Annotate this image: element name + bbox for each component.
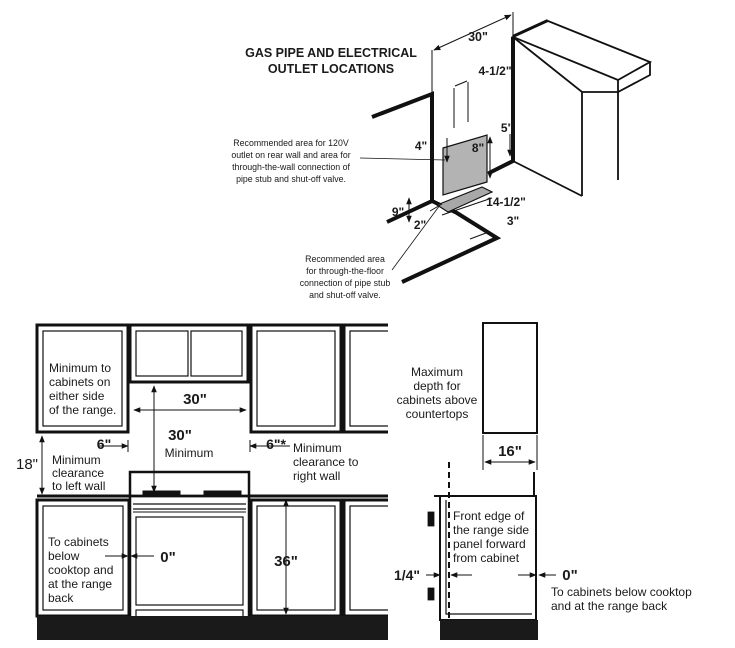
note-left-wall — [52, 453, 105, 493]
svg-text:panel forward: panel forward — [453, 537, 526, 551]
svg-text:clearance to: clearance to — [293, 455, 359, 469]
svg-text:To cabinets below cooktop: To cabinets below cooktop — [551, 585, 692, 599]
svg-text:connection of pipe stub: connection of pipe stub — [299, 278, 391, 288]
svg-text:to left wall: to left wall — [52, 479, 106, 493]
svg-text:Minimum: Minimum — [293, 441, 342, 455]
note-right-wall — [293, 441, 359, 483]
range-front — [130, 472, 249, 630]
dim-36: 36" — [274, 553, 298, 570]
note-rear-wall — [231, 138, 350, 184]
dim-2: 2" — [413, 218, 427, 232]
side-view — [394, 323, 692, 640]
dim-5: 5" — [500, 121, 514, 135]
note-min-cabinets — [49, 361, 116, 417]
dim-9: 9" — [391, 205, 405, 219]
dim-30-upper: 30" — [183, 391, 207, 408]
note-floor — [300, 254, 391, 300]
dim-4: 4" — [414, 139, 428, 153]
svg-text:Front edge of: Front edge of — [453, 509, 525, 523]
svg-text:through-the-wall connection of: through-the-wall connection of — [232, 162, 350, 172]
note-below-cooktop-front — [48, 535, 113, 605]
dim-8: 8" — [471, 141, 485, 155]
dim-30-top: 30" — [468, 30, 488, 44]
svg-text:cabinets above: cabinets above — [396, 393, 478, 407]
svg-text:of the range.: of the range. — [49, 403, 117, 417]
svg-text:at the range: at the range — [48, 577, 113, 591]
svg-text:countertops: countertops — [405, 407, 469, 421]
svg-text:right wall: right wall — [293, 469, 341, 483]
dim-4-1-2: 4-1/2" — [478, 64, 512, 78]
dim-14-1-2: 14-1/2" — [486, 195, 526, 209]
svg-text:Minimum to: Minimum to — [49, 361, 112, 375]
note-front-edge — [453, 509, 529, 565]
dim-16: 16" — [498, 443, 522, 460]
svg-text:for through-the-floor: for through-the-floor — [306, 266, 384, 276]
dim-6-right: 6"* — [266, 436, 286, 452]
top-cabinet — [513, 21, 650, 196]
top-title-line2: OUTLET LOCATIONS — [267, 62, 395, 76]
front-view — [16, 325, 388, 640]
svg-text:and shut-off valve.: and shut-off valve. — [309, 290, 381, 300]
top-title-line1: GAS PIPE AND ELECTRICAL — [245, 46, 417, 60]
svg-text:Minimum: Minimum — [52, 453, 101, 467]
svg-text:Maximum: Maximum — [410, 365, 464, 379]
dim-6-left: 6" — [96, 436, 112, 452]
dim-0-side: 0" — [562, 567, 578, 584]
svg-text:outlet on rear wall and area f: outlet on rear wall and area for — [231, 150, 351, 160]
svg-text:Recommended area for 120V: Recommended area for 120V — [233, 138, 349, 148]
dim-30-minimum: 30" — [168, 427, 192, 444]
svg-text:from cabinet: from cabinet — [453, 551, 520, 565]
note-max-depth — [397, 365, 478, 421]
floor-front — [37, 616, 388, 640]
dim-0-front: 0" — [160, 549, 176, 566]
dim-18: 18" — [16, 456, 39, 473]
svg-text:either side: either side — [49, 389, 105, 403]
svg-text:cooktop and: cooktop and — [48, 563, 114, 577]
svg-text:pipe stub and shut-off valve.: pipe stub and shut-off valve. — [236, 174, 346, 184]
svg-text:back: back — [48, 591, 74, 605]
svg-text:Recommended area: Recommended area — [305, 254, 385, 264]
floor-side — [440, 620, 538, 640]
svg-text:the range side: the range side — [453, 523, 530, 537]
minimum-label: Minimum — [164, 446, 214, 460]
svg-text:and at the range back: and at the range back — [551, 599, 668, 613]
svg-text:below: below — [48, 549, 80, 563]
dim-1-4: 1/4" — [393, 567, 421, 583]
top-figure — [231, 12, 650, 300]
svg-text:depth for: depth for — [413, 379, 461, 393]
svg-text:clearance: clearance — [52, 466, 105, 480]
note-below-cooktop-side — [551, 585, 692, 613]
svg-text:To cabinets: To cabinets — [48, 535, 109, 549]
dim-3: 3" — [506, 214, 520, 228]
svg-text:cabinets on: cabinets on — [49, 375, 111, 389]
